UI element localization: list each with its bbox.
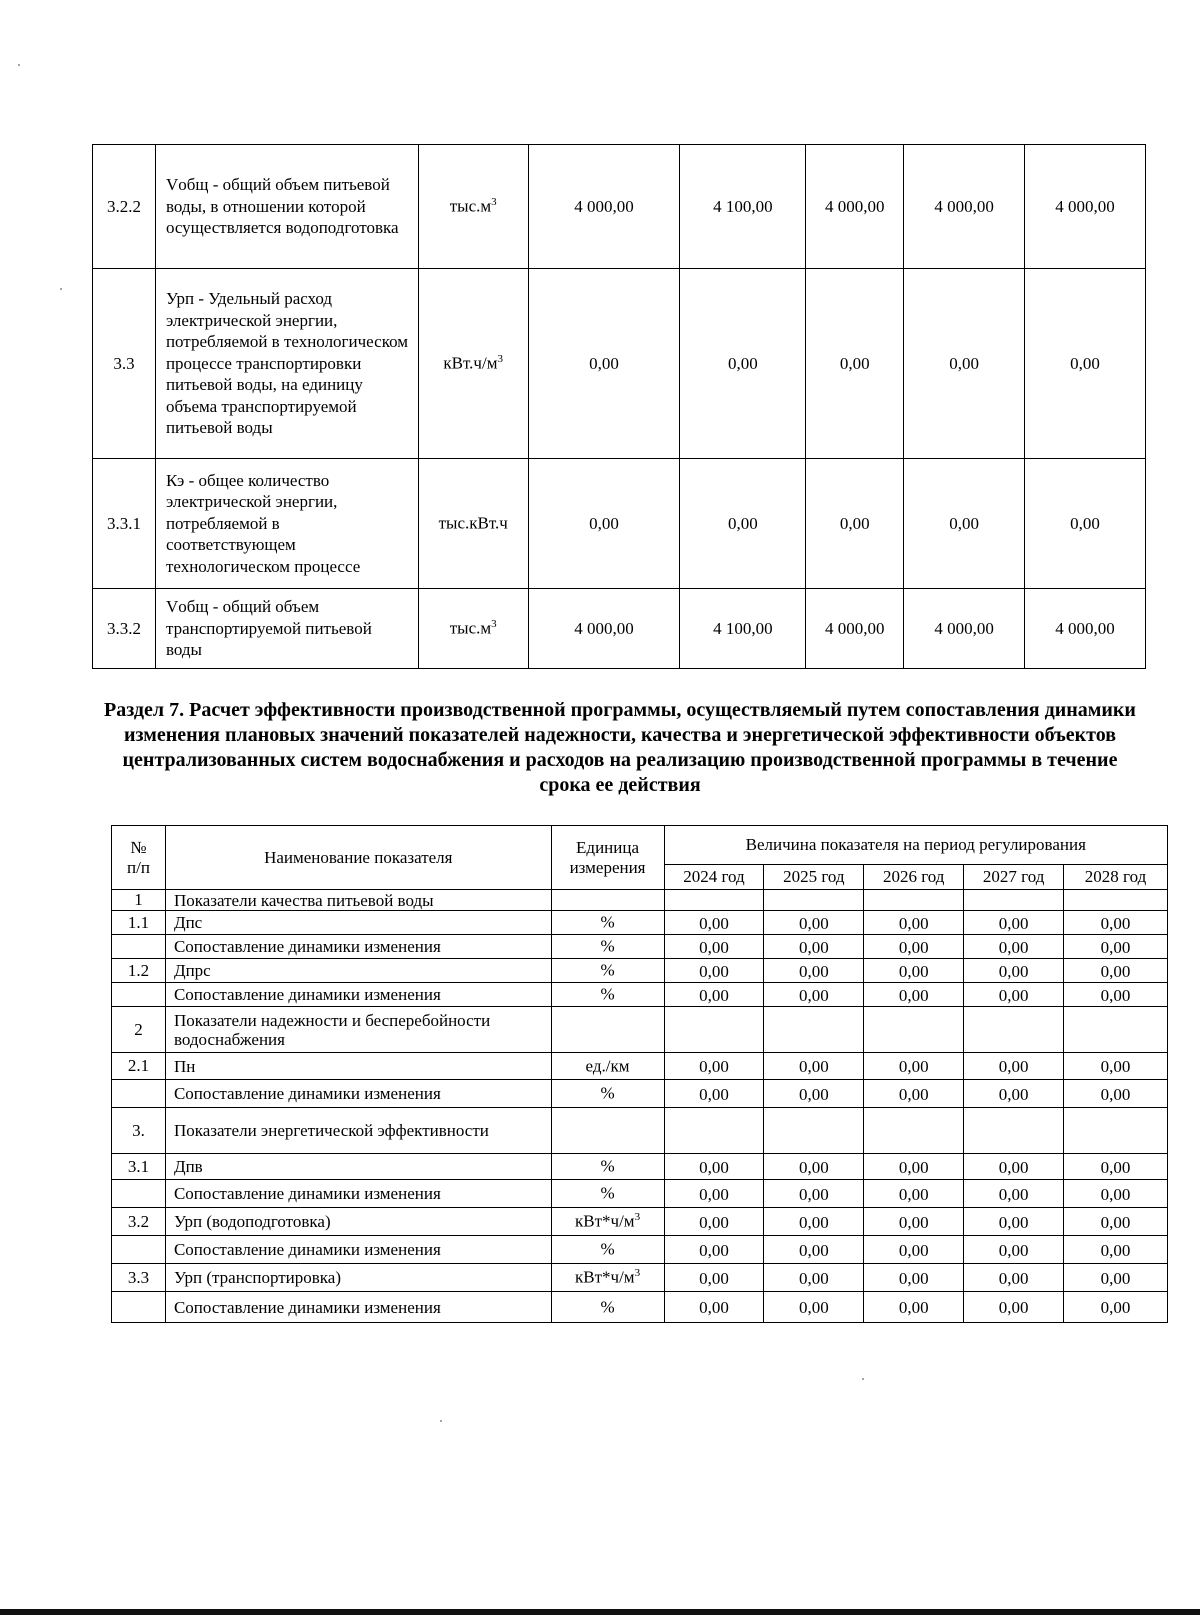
- value-cell: 0,00: [664, 1053, 764, 1080]
- unit-text: %: [600, 1297, 615, 1317]
- value-cell: 0,00: [964, 1154, 1064, 1180]
- unit-text: %: [600, 984, 615, 1004]
- row-number: [112, 1292, 166, 1323]
- value-cell: 0,00: [864, 1154, 964, 1180]
- table-row: [112, 890, 1168, 911]
- indicator-name: Показатели надежности и бесперебойности водоснабжения: [165, 1007, 551, 1053]
- table-row: [112, 1108, 1168, 1154]
- indicator-name: Показатели качества питьевой воды: [165, 890, 551, 911]
- value-cell: 0,00: [764, 1264, 864, 1292]
- value-cell: 0,00: [528, 269, 680, 459]
- scan-edge: [0, 1609, 1200, 1615]
- table-row: [112, 1053, 1168, 1080]
- row-number: [112, 935, 166, 959]
- row-number: 3.2.2: [93, 145, 156, 269]
- indicator-name: Пн: [165, 1053, 551, 1080]
- header-year: 2027 год: [964, 865, 1064, 890]
- value-cell: 0,00: [764, 983, 864, 1007]
- unit-superscript: 3: [491, 196, 497, 209]
- row-number: 3.3.2: [93, 589, 156, 669]
- value-cell: 4 000,00: [904, 145, 1025, 269]
- unit: [551, 890, 664, 911]
- value-cell: 0,00: [1064, 1292, 1168, 1323]
- value-cell: 0,00: [864, 983, 964, 1007]
- unit-text: %: [600, 960, 615, 980]
- value-cell: 0,00: [964, 911, 1064, 935]
- indicator-name: Vобщ - общий объем питьевой воды, в отношении которой осуществляется водоподготовка: [155, 145, 418, 269]
- value-cell: 0,00: [964, 1264, 1064, 1292]
- value-cell: 0,00: [1064, 983, 1168, 1007]
- header-year: 2025 год: [764, 865, 864, 890]
- value-cell: 0,00: [1064, 1053, 1168, 1080]
- unit-superscript: 3: [634, 1267, 641, 1280]
- value-cell: 4 000,00: [806, 589, 904, 669]
- value-cell: 0,00: [864, 1180, 964, 1208]
- unit-text: ед./км: [585, 1056, 630, 1076]
- indicator-name: Дпв: [165, 1154, 551, 1180]
- row-number: [112, 1236, 166, 1264]
- value-cell: 0,00: [664, 1180, 764, 1208]
- value-cell: 0,00: [664, 1292, 764, 1323]
- value-cell: 4 000,00: [806, 145, 904, 269]
- table-row: [93, 145, 1146, 269]
- value-cell: 0,00: [1025, 269, 1146, 459]
- value-cell: 0,00: [1064, 1180, 1168, 1208]
- value-cell: [764, 1108, 864, 1154]
- value-cell: 0,00: [664, 1208, 764, 1236]
- unit: [551, 1108, 664, 1154]
- table-row: [112, 1007, 1168, 1053]
- row-number: 1.1: [112, 911, 166, 935]
- scan-speck: [18, 64, 20, 66]
- indicator-name: Сопоставление динамики изменения: [165, 983, 551, 1007]
- value-cell: 0,00: [1064, 959, 1168, 983]
- row-number: [112, 1180, 166, 1208]
- scan-speck: [60, 288, 62, 290]
- value-cell: [964, 1108, 1064, 1154]
- indicator-name: Сопоставление динамики изменения: [165, 1236, 551, 1264]
- unit-text: тыс.м: [449, 196, 492, 216]
- value-cell: 0,00: [1064, 911, 1168, 935]
- value-cell: 0,00: [864, 1264, 964, 1292]
- unit-text: кВт*ч/м: [575, 1211, 635, 1231]
- header-num: № п/п: [112, 826, 166, 890]
- value-cell: 0,00: [964, 1208, 1064, 1236]
- table-row: [112, 1154, 1168, 1180]
- value-cell: [764, 890, 864, 911]
- unit: [418, 459, 528, 589]
- indicator-name: Сопоставление динамики изменения: [165, 1292, 551, 1323]
- header-unit: Единица измерения: [551, 826, 664, 890]
- value-cell: 4 000,00: [1025, 145, 1146, 269]
- value-cell: 0,00: [664, 1080, 764, 1108]
- indicator-name: Показатели энергетической эффективности: [165, 1108, 551, 1154]
- value-cell: [964, 890, 1064, 911]
- value-cell: 0,00: [764, 1080, 864, 1108]
- unit: [551, 959, 664, 983]
- row-number: 3.3.1: [93, 459, 156, 589]
- value-cell: 0,00: [1064, 1236, 1168, 1264]
- unit: [418, 269, 528, 459]
- value-cell: 0,00: [528, 459, 680, 589]
- value-cell: 0,00: [764, 959, 864, 983]
- indicator-name: Vобщ - общий объем транспортируемой питьевой воды: [155, 589, 418, 669]
- indicator-name: Сопоставление динамики изменения: [165, 1180, 551, 1208]
- table-row: [112, 1080, 1168, 1108]
- value-cell: 0,00: [664, 911, 764, 935]
- value-cell: 0,00: [680, 269, 806, 459]
- table-row: [112, 1236, 1168, 1264]
- value-cell: 0,00: [764, 1236, 864, 1264]
- value-cell: 4 000,00: [1025, 589, 1146, 669]
- value-cell: 4 000,00: [528, 589, 680, 669]
- indicator-name: Урп (транспортировка): [165, 1264, 551, 1292]
- value-cell: 0,00: [1064, 1208, 1168, 1236]
- row-number: 2: [112, 1007, 166, 1053]
- value-cell: 0,00: [864, 1236, 964, 1264]
- value-cell: 0,00: [764, 935, 864, 959]
- scan-speck: [440, 1420, 442, 1422]
- unit: [551, 1236, 664, 1264]
- value-cell: [664, 1007, 764, 1053]
- scan-speck: [862, 1378, 864, 1380]
- unit-text: %: [600, 936, 615, 956]
- row-number: 3.1: [112, 1154, 166, 1180]
- value-cell: [664, 1108, 764, 1154]
- row-number: 1.2: [112, 959, 166, 983]
- value-cell: 0,00: [864, 1053, 964, 1080]
- value-cell: 0,00: [664, 959, 764, 983]
- row-number: 3.3: [93, 269, 156, 459]
- table-row: [112, 983, 1168, 1007]
- value-cell: 0,00: [864, 935, 964, 959]
- unit-text: %: [600, 1156, 615, 1176]
- header-year: 2028 год: [1064, 865, 1168, 890]
- unit-superscript: 3: [497, 353, 503, 366]
- value-cell: 0,00: [806, 459, 904, 589]
- value-cell: 0,00: [864, 1080, 964, 1108]
- table-row: [112, 911, 1168, 935]
- value-cell: 4 000,00: [904, 589, 1025, 669]
- value-cell: 0,00: [1064, 935, 1168, 959]
- value-cell: 0,00: [864, 959, 964, 983]
- row-number: 1: [112, 890, 166, 911]
- value-cell: 0,00: [964, 935, 1064, 959]
- value-cell: [664, 890, 764, 911]
- row-number: [112, 983, 166, 1007]
- value-cell: 0,00: [806, 269, 904, 459]
- header-year: 2026 год: [864, 865, 964, 890]
- value-cell: 0,00: [664, 1236, 764, 1264]
- unit-superscript: 3: [491, 618, 497, 631]
- value-cell: 0,00: [764, 1180, 864, 1208]
- value-cell: 0,00: [1025, 459, 1146, 589]
- unit: [551, 1053, 664, 1080]
- row-number: 3.3: [112, 1264, 166, 1292]
- indicator-name: Дпрс: [165, 959, 551, 983]
- unit: [551, 1264, 664, 1292]
- unit: [551, 1080, 664, 1108]
- value-cell: 0,00: [904, 459, 1025, 589]
- unit-superscript: 3: [634, 1211, 641, 1224]
- unit: [551, 1292, 664, 1323]
- unit: [551, 1007, 664, 1053]
- unit-text: %: [600, 912, 615, 932]
- unit: [551, 983, 664, 1007]
- unit: [551, 935, 664, 959]
- header-period: Величина показателя на период регулирования: [664, 826, 1167, 865]
- row-number: 3.: [112, 1108, 166, 1154]
- table-row: [112, 1292, 1168, 1323]
- header-name: Наименование показателя: [165, 826, 551, 890]
- unit-text: %: [600, 1183, 615, 1203]
- value-cell: 0,00: [964, 983, 1064, 1007]
- value-cell: 0,00: [864, 1292, 964, 1323]
- value-cell: 0,00: [904, 269, 1025, 459]
- row-number: 3.2: [112, 1208, 166, 1236]
- unit-text: %: [600, 1239, 615, 1259]
- value-cell: 0,00: [864, 911, 964, 935]
- value-cell: [1064, 890, 1168, 911]
- value-cell: 0,00: [664, 1154, 764, 1180]
- value-cell: [1064, 1108, 1168, 1154]
- table-row: [112, 935, 1168, 959]
- unit: [418, 589, 528, 669]
- table-row: [93, 269, 1146, 459]
- indicator-name: Кэ - общее количество электрической энергии, потребляемой в соответствующем технологическом процессе: [155, 459, 418, 589]
- indicator-name: Урп - Удельный расход электрической энергии, потребляемой в технологическом процессе транспортировки питьевой воды, на единицу объема транспортируемой питьевой воды: [155, 269, 418, 459]
- value-cell: 4 000,00: [528, 145, 680, 269]
- indicator-name: Урп (водоподготовка): [165, 1208, 551, 1236]
- section-7-heading: Раздел 7. Расчет эффективности производственной программы, осуществляемый путем сопоставления динамики изменения плановых значений показателей надежности, качества и энергетической эффективности объектов централизованных систем водоснабжения и расходов на реализацию производственной программы в течение срока ее действия: [104, 699, 1136, 796]
- unit-text: кВт.ч/м: [443, 353, 498, 373]
- value-cell: [964, 1007, 1064, 1053]
- value-cell: 0,00: [964, 1080, 1064, 1108]
- value-cell: [864, 1007, 964, 1053]
- value-cell: 0,00: [1064, 1080, 1168, 1108]
- unit-text: %: [600, 1083, 615, 1103]
- value-cell: 0,00: [764, 911, 864, 935]
- unit: [418, 145, 528, 269]
- value-cell: 4 100,00: [680, 589, 806, 669]
- indicator-name: Сопоставление динамики изменения: [165, 935, 551, 959]
- value-cell: [1064, 1007, 1168, 1053]
- value-cell: 0,00: [680, 459, 806, 589]
- unit: [551, 1154, 664, 1180]
- indicators-table-continued: [92, 144, 1146, 669]
- value-cell: 0,00: [764, 1154, 864, 1180]
- value-cell: 0,00: [664, 983, 764, 1007]
- table-row: [112, 1264, 1168, 1292]
- value-cell: 0,00: [764, 1292, 864, 1323]
- efficiency-table: [111, 825, 1168, 1323]
- unit-text: кВт*ч/м: [575, 1267, 635, 1287]
- header-year: 2024 год: [664, 865, 764, 890]
- value-cell: 0,00: [964, 1236, 1064, 1264]
- unit: [551, 1208, 664, 1236]
- value-cell: 0,00: [964, 959, 1064, 983]
- value-cell: 0,00: [964, 1292, 1064, 1323]
- value-cell: 0,00: [764, 1208, 864, 1236]
- unit: [551, 911, 664, 935]
- value-cell: 0,00: [764, 1053, 864, 1080]
- value-cell: 0,00: [664, 1264, 764, 1292]
- value-cell: 0,00: [964, 1053, 1064, 1080]
- table-row: [112, 1208, 1168, 1236]
- value-cell: 0,00: [1064, 1154, 1168, 1180]
- table-row: [93, 589, 1146, 669]
- value-cell: 0,00: [1064, 1264, 1168, 1292]
- value-cell: [764, 1007, 864, 1053]
- value-cell: 4 100,00: [680, 145, 806, 269]
- row-number: 2.1: [112, 1053, 166, 1080]
- value-cell: 0,00: [864, 1208, 964, 1236]
- table-row: [112, 959, 1168, 983]
- indicator-name: Сопоставление динамики изменения: [165, 1080, 551, 1108]
- table-row: [112, 1180, 1168, 1208]
- unit-text: тыс.кВт.ч: [438, 513, 508, 533]
- table-row: [93, 459, 1146, 589]
- value-cell: 0,00: [964, 1180, 1064, 1208]
- value-cell: [864, 890, 964, 911]
- row-number: [112, 1080, 166, 1108]
- value-cell: [864, 1108, 964, 1154]
- unit-text: тыс.м: [449, 618, 492, 638]
- value-cell: 0,00: [664, 935, 764, 959]
- indicator-name: Дпс: [165, 911, 551, 935]
- unit: [551, 1180, 664, 1208]
